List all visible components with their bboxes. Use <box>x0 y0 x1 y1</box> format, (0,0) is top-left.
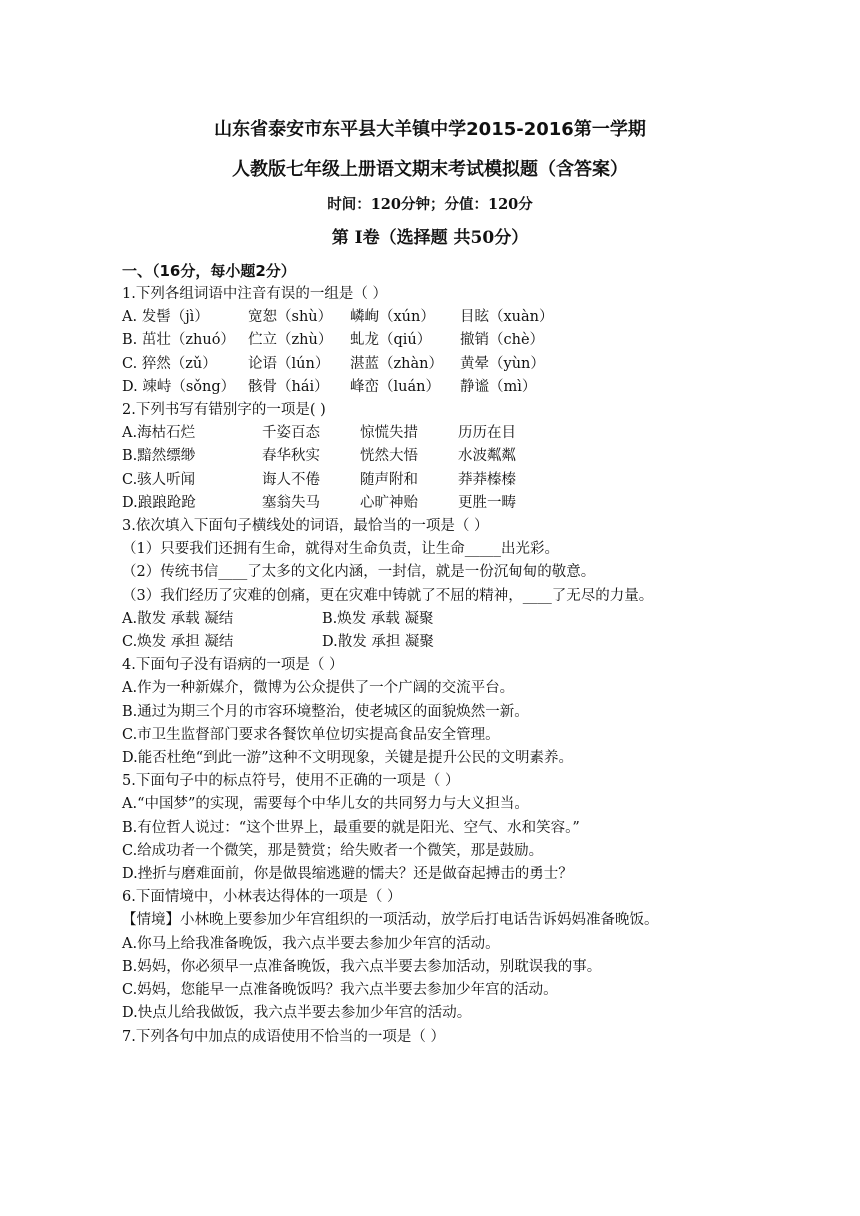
question-3-stem: 3.依次填入下面句子横线处的词语，最恰当的一项是（ ） <box>122 518 489 535</box>
question-1-option-a <box>122 306 730 329</box>
option-word: A. 发髻（jì） <box>122 309 209 326</box>
option-d: D.散发 承担 凝聚 <box>322 634 434 651</box>
option-word: 历历在目 <box>458 425 516 442</box>
option-word: 黄晕（yùn） <box>460 355 545 372</box>
question-1-option-c <box>122 353 730 376</box>
question-4-option-d: D.能否杜绝“到此一游”这种不文明现象，关键是提升公民的文明素养。 <box>122 750 574 767</box>
option-a: A.散发 承载 凝结 <box>122 610 234 627</box>
option-word: 伫立（zhù） <box>248 332 333 349</box>
question-1-option-d <box>122 376 730 399</box>
option-word: B. 茁壮（zhuó） <box>122 332 235 349</box>
question-7-stem: 7.下列各句中加点的成语使用不恰当的一项是（ ） <box>122 1028 445 1045</box>
question-2-option-b <box>122 445 730 468</box>
option-word: 千姿百态 <box>262 425 320 442</box>
option-c: C.焕发 承担 凝结 <box>122 634 234 651</box>
question-3-options-ab <box>122 608 730 631</box>
exam-page <box>122 112 730 1049</box>
option-word: D.踉踉跄跄 <box>122 494 196 511</box>
option-word: 静谧（mì） <box>460 378 537 395</box>
question-6-option-b: B.妈妈，你必须早一点准备晚饭，我六点半要去参加活动，别耽误我的事。 <box>122 958 602 975</box>
question-2-option-c <box>122 469 730 492</box>
question-3-sentence-3: （3）我们经历了灾难的创痛，更在灾难中铸就了不屈的精神，____了无尽的力量。 <box>122 587 654 604</box>
option-b: B.焕发 承载 凝聚 <box>322 610 434 627</box>
option-word: 骸骨（hái） <box>248 378 329 395</box>
exam-title-line2: 人教版七年级上册语文期末考试模拟题（含答案） <box>232 159 628 180</box>
option-word: 塞翁失马 <box>262 494 320 511</box>
option-word: 水波粼粼 <box>458 448 516 465</box>
option-word: 目眩（xuàn） <box>460 309 554 326</box>
option-word: 恍然大悟 <box>360 448 418 465</box>
option-word: 莽莽榛榛 <box>458 471 516 488</box>
time-score-line: 时间：120分钟；分值：120分 <box>327 196 533 213</box>
question-3-sentence-2: （2）传统书信____了太多的文化内涵，一封信，就是一份沉甸甸的敬意。 <box>122 564 596 581</box>
option-word: A.海枯石烂 <box>122 425 196 442</box>
part-title: 第 Ⅰ卷（选择题 共50分） <box>331 228 529 248</box>
option-word: 论语（lún） <box>248 355 330 372</box>
question-5-option-a: A.“中国梦”的实现，需要每个中华儿女的共同努力与大义担当。 <box>122 796 529 813</box>
question-2-stem: 2.下列书写有错别字的一项是( ) <box>122 402 326 419</box>
question-4-stem: 4.下面句子没有语病的一项是（ ） <box>122 657 344 674</box>
option-word: C. 猝然（zǔ） <box>122 355 217 372</box>
question-4-option-c: C.市卫生监督部门要求各餐饮单位切实提高食品安全管理。 <box>122 726 500 743</box>
option-word: 春华秋实 <box>262 448 320 465</box>
question-5-option-b: B.有位哲人说过：“这个世界上，最重要的就是阳光、空气、水和笑容。” <box>122 819 580 836</box>
option-word: 诲人不倦 <box>262 471 320 488</box>
section-heading: 一、（16分，每小题2分） <box>122 262 296 280</box>
question-1-stem: 1.下列各组词语中注音有误的一组是（ ） <box>122 286 387 302</box>
option-word: 撤销（chè） <box>460 332 545 349</box>
question-5-option-c: C.给成功者一个微笑，那是赞赏；给失败者一个微笑，那是鼓励。 <box>122 842 544 859</box>
option-word: 更胜一畴 <box>458 494 516 511</box>
question-6-option-a: A.你马上给我准备晚饭，我六点半要去参加少年宫的活动。 <box>122 935 500 952</box>
question-6-option-c: C.妈妈，您能早一点准备晚饭吗？我六点半要去参加少年宫的活动。 <box>122 982 558 999</box>
question-2-option-a <box>122 422 730 445</box>
question-6-stem: 6.下面情境中，小林表达得体的一项是（ ） <box>122 889 402 906</box>
option-word: 随声附和 <box>360 471 418 488</box>
option-word: 宽恕（shù） <box>248 309 333 326</box>
option-word: 心旷神贻 <box>360 494 418 511</box>
option-word: 湛蓝（zhàn） <box>350 355 443 372</box>
question-6-option-d: D.快点儿给我做饭，我六点半要去参加少年宫的活动。 <box>122 1005 472 1022</box>
option-word: 嶙峋（xún） <box>350 309 435 326</box>
exam-title-line1: 山东省泰安市东平县大羊镇中学2015-2016第一学期 <box>214 119 646 140</box>
option-word: B.黯然缥缈 <box>122 448 196 465</box>
option-word: C.骇人听闻 <box>122 471 196 488</box>
option-word: 虬龙（qiú） <box>350 332 432 349</box>
question-1-option-b <box>122 329 730 352</box>
option-word: D. 竦峙（sǒng） <box>122 378 236 395</box>
question-3-sentence-1: （1）只要我们还拥有生命，就得对生命负责，让生命_____出光彩。 <box>122 541 559 558</box>
option-word: 峰峦（luán） <box>350 378 440 395</box>
question-6-context: 【情境】小林晚上要参加少年宫组织的一项活动，放学后打电话告诉妈妈准备晚饭。 <box>122 912 659 929</box>
question-3-options-cd <box>122 631 730 654</box>
question-5-stem: 5.下面句子中的标点符号，使用不正确的一项是（ ） <box>122 773 460 790</box>
option-word: 惊慌失措 <box>360 425 418 442</box>
question-5-option-d: D.挫折与磨难面前，你是做畏缩逃避的懦夫？还是做奋起搏击的勇士？ <box>122 866 573 883</box>
question-4-option-a: A.作为一种新媒介，微博为公众提供了一个广阔的交流平台。 <box>122 680 515 697</box>
question-4-option-b: B.通过为期三个月的市容环境整治，使老城区的面貌焕然一新。 <box>122 703 529 720</box>
question-2-option-d <box>122 492 730 515</box>
